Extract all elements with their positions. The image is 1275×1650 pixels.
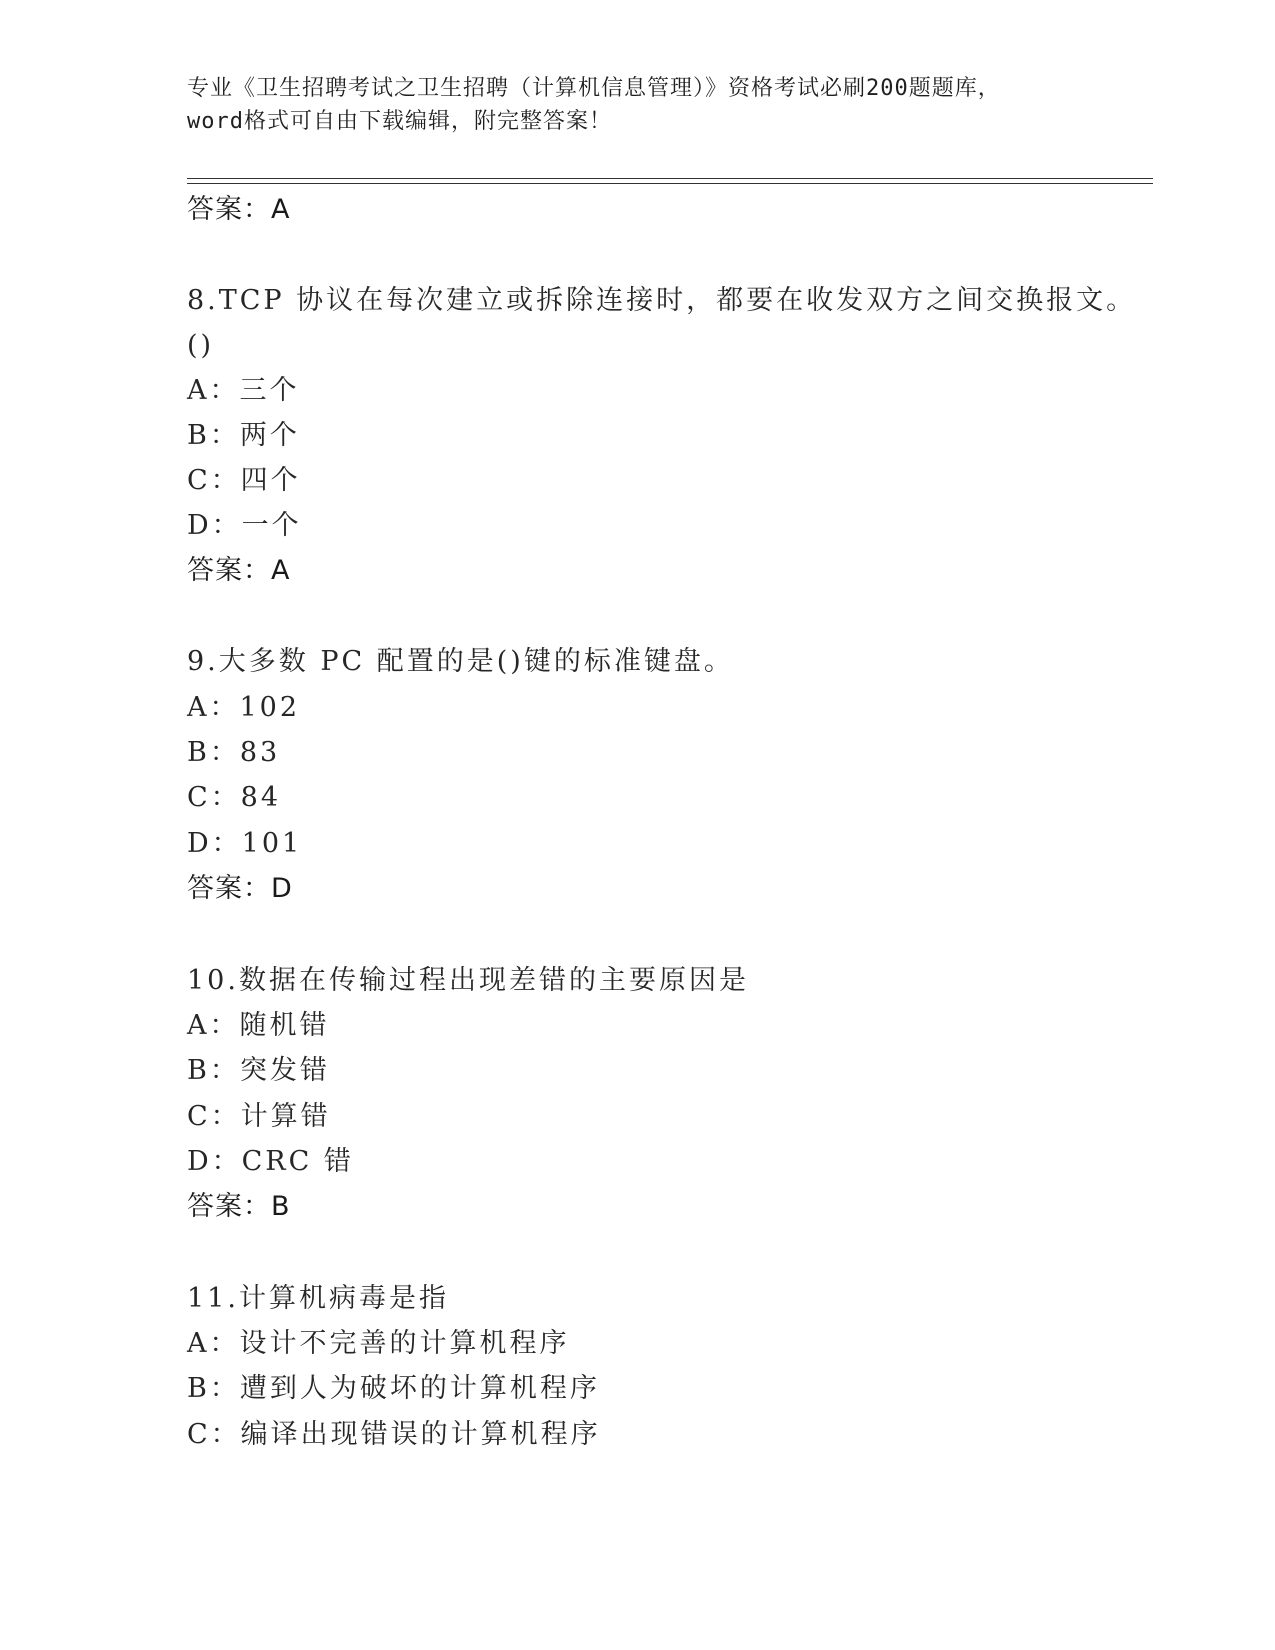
question-stem-continuation: () xyxy=(187,330,215,361)
option-c: C：编译出现错误的计算机程序 xyxy=(187,1419,601,1450)
document-header xyxy=(187,72,1087,138)
option-d: D：CRC 错 xyxy=(187,1146,354,1177)
header-divider-bottom xyxy=(187,183,1153,184)
option-b: B：83 xyxy=(187,737,281,768)
option-b: B：突发错 xyxy=(187,1055,330,1086)
option-c: C：四个 xyxy=(187,465,301,496)
option-a: A：随机错 xyxy=(187,1010,330,1041)
option-c: C：计算错 xyxy=(187,1101,331,1132)
answer-label: 答案：D xyxy=(187,873,293,904)
question-stem: 9.大多数 PC 配置的是()键的标准键盘。 xyxy=(187,646,734,677)
option-a: A：设计不完善的计算机程序 xyxy=(187,1328,570,1359)
header-divider-top xyxy=(187,178,1153,179)
option-a: A：三个 xyxy=(187,375,300,406)
header-title-line-1: 专业《卫生招聘考试之卫生招聘（计算机信息管理）》资格考试必刷200题题库， xyxy=(187,76,1001,101)
option-a: A：102 xyxy=(187,692,301,723)
answer-label: 答案：A xyxy=(187,555,291,586)
option-c: C：84 xyxy=(187,782,282,813)
option-d: D：一个 xyxy=(187,510,302,541)
question-stem: 10.数据在传输过程出现差错的主要原因是 xyxy=(187,965,749,996)
option-d: D：101 xyxy=(187,828,303,859)
question-stem: 8.TCP 协议在每次建立或拆除连接时，都要在收发双方之间交换报文。 xyxy=(187,285,1137,316)
answer-label: 答案：A xyxy=(187,194,291,225)
option-b: B：遭到人为破坏的计算机程序 xyxy=(187,1373,600,1404)
question-stem: 11.计算机病毒是指 xyxy=(187,1283,449,1314)
answer-label: 答案：B xyxy=(187,1191,291,1222)
header-title-line-2: word格式可自由下载编辑，附完整答案！ xyxy=(187,109,612,134)
option-b: B：两个 xyxy=(187,420,300,451)
